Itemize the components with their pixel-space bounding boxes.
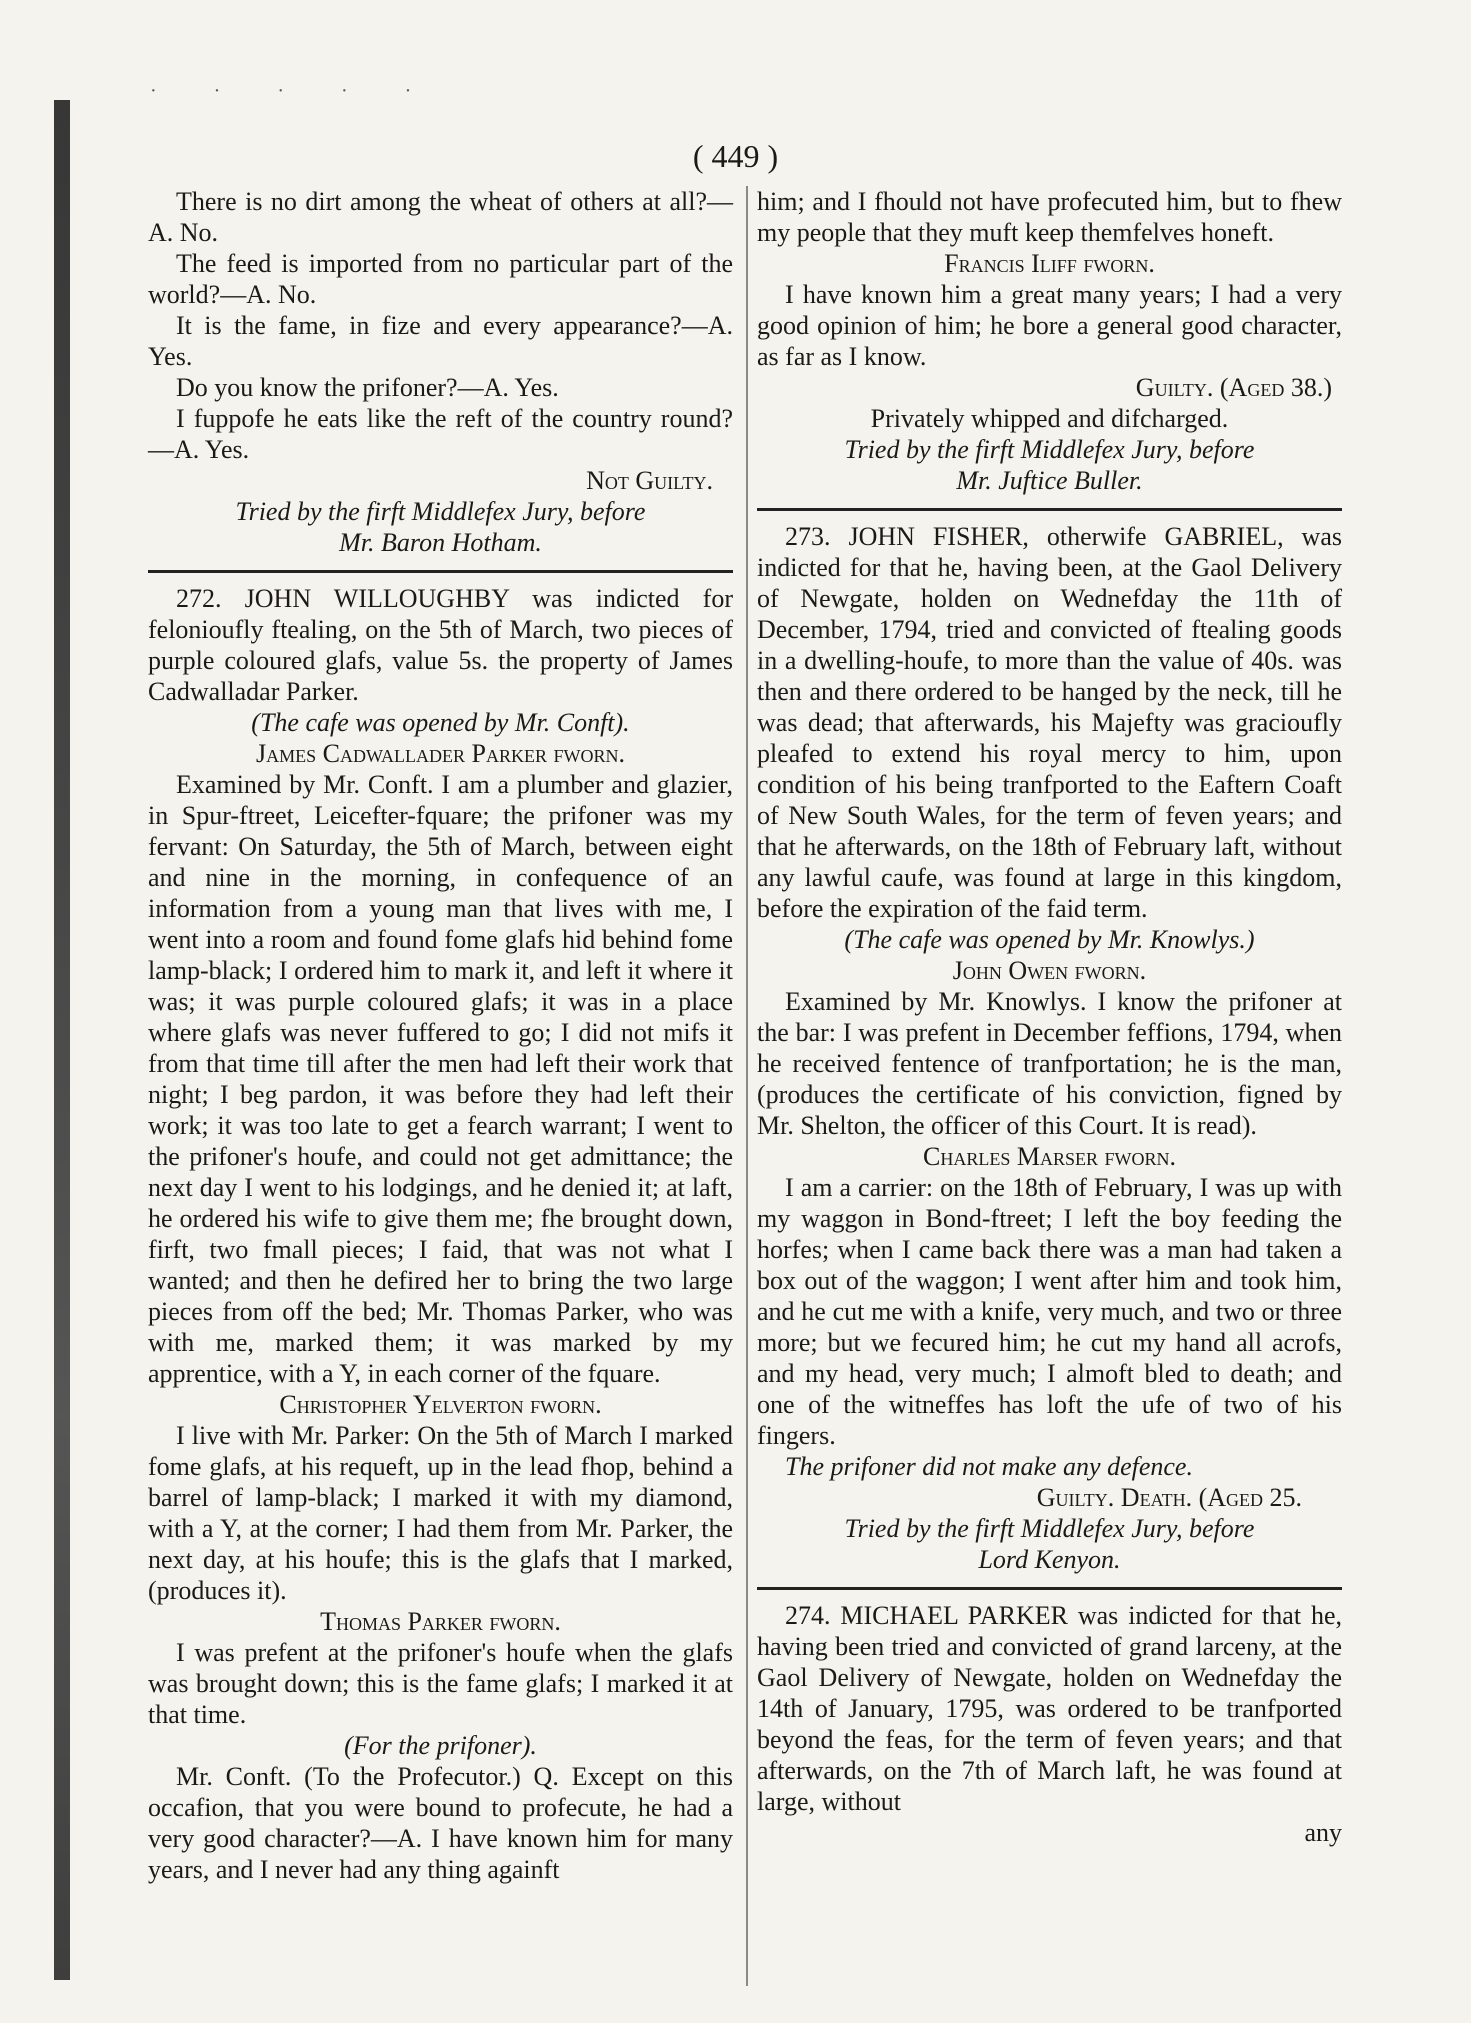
trial-judge: Mr. Baron Hotham. — [339, 528, 542, 557]
testimony: I am a carrier: on the 18th of February, I was up with my waggon in Bond-ftreet; I left the boy feeding the horfes; when I came back there was a man had taken a box out of the waggon; I went after him and took him, and he cut me with a knife, very much, and two or three more; but we fecured him; he cut my hand all acrofs, and my head, very much; I almoft bled to death; and one of the witneffes has loft the ufe of two of his fingers. — [757, 1173, 1342, 1450]
testimony: Examined by Mr. Knowlys. I know the prifoner at the bar: I was prefent in December feffions, 1794, when he received fentence of tranfportation; he is the man, (produces the certificate of his conviction, figned by Mr. Shelton, the officer of this Court. It is read). — [757, 987, 1342, 1140]
case-indictment: 273. JOHN FISHER, otherwife GABRIEL, was indicted for that he, having been, at the Gaol Delivery of Newgate, holden on Wednefday the 11th of December, 1794, tried and convicted of ftealing goods in a dwelling-houfe, to more than the value of 40s. was then and there ordered to be hanged by the neck, till he was dead; that afterwards, his Majefty was gracioufly pleafed to extend his royal mercy to him, upon condition of his being tranfported to the Eaftern Coaft of New South Wales, for the term of feven years; and that he afterwards, on the 18th of February laft, without any lawful caufe, was found at large in this kingdom, before the expiration of the faid term. — [757, 522, 1342, 923]
witness-heading: James Cadwallader Parker fworn. — [256, 739, 625, 768]
witness-heading: Charles Marser fworn. — [923, 1142, 1176, 1171]
case-opened: (The cafe was opened by Mr. Knowlys.) — [844, 925, 1255, 954]
testimony-continued: him; and I fhould not have profecuted him, but to fhew my people that they muft keep themfelves honeft. — [757, 187, 1342, 247]
case-indictment: 272. JOHN WILLOUGHBY was indicted for felonioufly ftealing, on the 5th of March, two pieces of purple coloured glafs, value 5s. the property of James Cadwalladar Parker. — [148, 584, 733, 706]
scan-specks: · · · · · — [150, 80, 438, 102]
column-divider — [746, 186, 748, 1986]
witness-heading: John Owen fworn. — [952, 956, 1147, 985]
verdict: Not Guilty. — [586, 466, 713, 495]
qa-line: There is no dirt among the wheat of others at all?—A. No. — [148, 187, 733, 247]
witness-heading: Thomas Parker fworn. — [320, 1607, 561, 1636]
qa-line: It is the fame, in fize and every appearance?—A. Yes. — [148, 311, 733, 371]
page-number: ( 449 ) — [692, 138, 779, 174]
left-column — [148, 186, 733, 1885]
testimony: Mr. Conft. (To the Profecutor.) Q. Except on this occafion, that you were bound to profecute, he had a very good character?—A. I have known him for many years, and I never had any thing againft — [148, 1762, 733, 1884]
testimony: I was prefent at the prifoner's houfe when the glafs was brought down; this is the fame glafs; I marked it at that time. — [148, 1638, 733, 1729]
testimony: Examined by Mr. Conft. I am a plumber and glazier, in Spur-ftreet, Leicefter-fquare; the prifoner was my fervant: On Saturday, the 5th of March, between eight and nine in the morning, in confequence of an information from a young man that lives with me, I went into a room and found fome glafs hid behind fome lamp-black; I ordered him to mark it, and left it where it was; it was purple coloured glafs; it was in a place where glafs was never fuffered to go; I did not mifs it from that time till after the men had left their work that night; I beg pardon, it was before they had left their work; it was too late to get a fearch warrant; I went to the prifoner's houfe, and could not get admittance; the next day I went to his lodgings, and he denied it; at laft, he ordered his wife to give them me; fhe brought down, firft, two fmall pieces; I faid, that was not what I wanted; and then he defired her to bring the two large pieces from off the bed; Mr. Thomas Parker, who was with me, marked them; it was marked by my apprentice, with a Y, in each corner of the fquare. — [148, 770, 733, 1388]
section-rule — [148, 570, 733, 573]
witness-heading: Christopher Yelverton fworn. — [279, 1390, 602, 1419]
verdict: Guilty. (Aged 38.) — [1135, 373, 1332, 402]
qa-line: I fuppofe he eats like the reft of the country round?—A. Yes. — [148, 404, 733, 464]
catchword: any — [1304, 1818, 1342, 1847]
testimony: I live with Mr. Parker: On the 5th of March I marked fome glafs, at his requeft, up in the lead fhop, behind a barrel of lamp-black; I marked it with my diamond, with a Y, at the corner; I had them from Mr. Parker, the next day, at his houfe; this is the glafs that I marked, (produces it). — [148, 1421, 733, 1605]
scan-margin-shadow — [54, 100, 70, 1980]
trial-judge: Mr. Juftice Buller. — [956, 466, 1143, 495]
section-rule — [757, 508, 1342, 511]
case-opened: (The cafe was opened by Mr. Conft). — [251, 708, 630, 737]
qa-line: Do you know the prifoner?—A. Yes. — [176, 373, 559, 402]
defence-note: The prifoner did not make any defence. — [785, 1452, 1193, 1481]
defence-heading: (For the prifoner). — [344, 1731, 537, 1760]
trial-judge: Lord Kenyon. — [978, 1545, 1121, 1574]
case-indictment: 274. MICHAEL PARKER was indicted for that he, having been tried and convicted of grand larceny, at the Gaol Delivery of Newgate, holden on Wednefday the 14th of January, 1795, was ordered to be tranfported beyond the feas, for the term of feven years; and that afterwards, on the 7th of March laft, he was found at large, without — [757, 1601, 1342, 1816]
trial-note: Tried by the firft Middlefex Jury, before — [844, 435, 1255, 464]
section-rule — [757, 1587, 1342, 1590]
sentence: Privately whipped and difcharged. — [870, 404, 1229, 433]
verdict: Guilty. Death. (Aged 25. — [1036, 1483, 1302, 1512]
testimony: I have known him a great many years; I had a very good opinion of him; he bore a general good character, as far as I know. — [757, 280, 1342, 371]
trial-note: Tried by the firft Middlefex Jury, before — [844, 1514, 1255, 1543]
witness-heading: Francis Iliff fworn. — [944, 249, 1155, 278]
trial-note: Tried by the firft Middlefex Jury, before — [235, 497, 646, 526]
right-column — [757, 186, 1342, 1848]
qa-line: The feed is imported from no particular part of the world?—A. No. — [148, 249, 733, 309]
